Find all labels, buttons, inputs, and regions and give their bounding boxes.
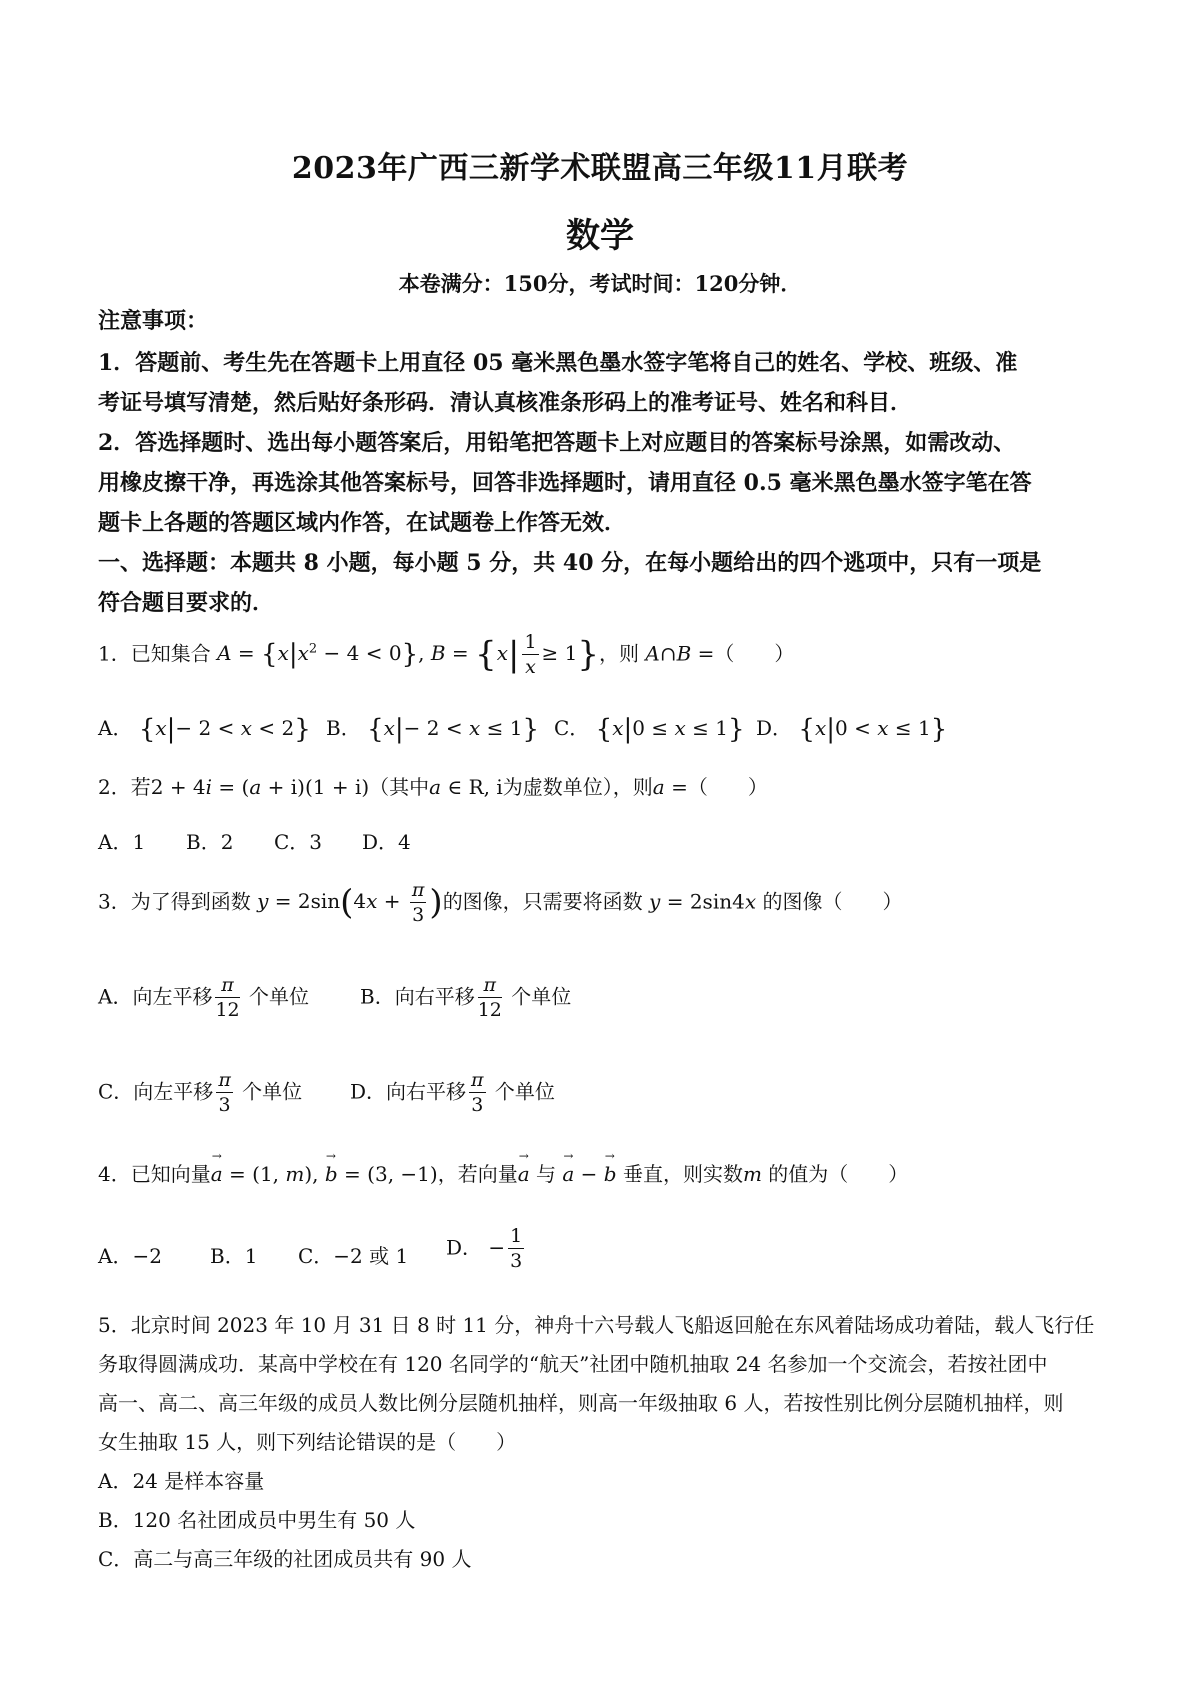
q5-option-a[interactable]: A．24 是样本容量 xyxy=(98,1469,265,1493)
q3-option-a[interactable]: A．向左平移 $\frac{\pi}{12}$ 个单位 xyxy=(98,974,309,1021)
q5-line3: 高一、高二、高三年级的成员人数比例分层随机抽样，则高一年级抽取 6 人，若按性别比例分层随机抽样，则 xyxy=(98,1391,1064,1415)
q2-option-b[interactable]: B．2 xyxy=(186,830,234,854)
q1-number: 1． xyxy=(98,641,131,666)
q5-option-b[interactable]: B．120 名社团成员中男生有 50 人 xyxy=(98,1508,416,1532)
notice-heading: 注意事项： xyxy=(98,308,209,334)
q3-option-b[interactable]: B．向右平移 $\frac{\pi}{12}$ 个单位 xyxy=(360,974,572,1021)
q3-option-d[interactable]: D．向右平移 $\frac{\pi}{3}$ 个单位 xyxy=(350,1069,555,1116)
q3-option-c[interactable]: C．向左平移 $\frac{\pi}{3}$ 个单位 xyxy=(98,1069,303,1116)
q5-line1: 5．北京时间 2023 年 10 月 31 日 8 时 11 分，神舟十六号载人飞船返回舱在东风着陆场成功着陆，载人飞行任 xyxy=(98,1313,1095,1337)
q4-option-a[interactable]: A．−2 xyxy=(98,1244,162,1268)
q2-option-c[interactable]: C．3 xyxy=(274,830,323,854)
notice-item2-line3: 题卡上各题的答题区域内作答，在试题卷上作答无效． xyxy=(98,510,627,536)
section1-line1: 一、选择题：本题共 8 小题，每小题 5 分，共 40 分，在每小题给出的四个逃项中，只有一项是 xyxy=(98,550,1042,576)
q3-mid: 的图像，只需要将函数 xyxy=(442,889,643,914)
q5-line4: 女生抽取 15 人，则下列结论错误的是（ ） xyxy=(98,1430,517,1454)
q3-target-function: y = 2sin(4x + $\frac{\pi}{3}$ ) xyxy=(257,879,443,926)
q4-and: 与 xyxy=(536,1162,556,1186)
q4-variable: m xyxy=(742,1162,762,1186)
exam-subject: 数学 xyxy=(566,216,634,256)
q4-perp: 垂直，则实数 xyxy=(622,1162,743,1186)
q2-paren: （ ） xyxy=(687,775,768,799)
q4-number: 4．已知向量 xyxy=(98,1162,211,1186)
q5-line2: 务取得圆满成功．某高中学校在有 120 名同学的“航天”社团中随机抽取 24 名参加一个交流会，若按社团中 xyxy=(98,1352,1048,1376)
q2-number: 2．若 xyxy=(98,775,151,799)
q2-option-d[interactable]: D．4 xyxy=(362,830,411,854)
q2-note-pre: （其中 xyxy=(369,775,430,799)
q1-option-d[interactable]: D． {x|0 < x ≤ 1} xyxy=(756,714,948,745)
q1-suffix: ，则 xyxy=(599,641,640,666)
notice-item2-line1: 2．答选择题时、选出每小题答案后，用铅笔把答题卡上对应题目的答案标号涂黑，如需改动、 xyxy=(98,430,1016,456)
q4-option-d[interactable]: D． − $\frac{1}{3}$ xyxy=(446,1225,523,1272)
q3-source-function: y = 2sin4x xyxy=(649,889,757,914)
section1-line2: 符合题目要求的． xyxy=(98,590,275,616)
q1-intersection: A∩B = xyxy=(645,641,715,666)
q2-equation: 2 + 4i = (a + i)(1 + i) xyxy=(150,775,370,799)
question-4 xyxy=(98,1162,1108,1187)
notice-item1-line2: 考证号填写清楚，然后贴好条形码．清认真核准条形码上的准考证号、姓名和科目． xyxy=(98,390,913,416)
q4-option-c[interactable]: C．−2 或 1 xyxy=(298,1244,409,1268)
exam-meta: 本卷满分：150分，考试时间：120分钟． xyxy=(398,271,802,296)
q4-mid: ，若向量 xyxy=(437,1162,518,1186)
q2-option-a[interactable]: A．1 xyxy=(98,830,146,854)
q4-vector-a: → a xyxy=(518,1162,530,1186)
q3-tail: 的图像（ ） xyxy=(762,889,903,914)
q1-paren: （ ） xyxy=(714,641,795,666)
notice-item2-line2: 用橡皮擦干净，再选涂其他答案标号，回答非选择题时，请用直径 0.5 毫米黑色墨水签字笔在答 xyxy=(98,470,1032,496)
q1-prefix: 已知集合 xyxy=(130,641,211,666)
question-5 xyxy=(98,1306,1108,1579)
exam-title: 2023年广西三新学术联盟高三年级11月联考 xyxy=(291,151,909,186)
q1-option-b[interactable]: B． {x|− 2 < x ≤ 1} xyxy=(326,714,539,745)
q3-number: 3．为了得到函数 xyxy=(98,889,251,914)
q2-variable: a = xyxy=(652,775,688,799)
q5-option-c[interactable]: C．高二与高三年级的社团成员共有 90 人 xyxy=(98,1547,472,1571)
question-2 xyxy=(98,775,1108,800)
q2-condition: a ∈ R, i xyxy=(429,775,503,799)
question-3 xyxy=(98,880,1108,926)
q4-option-b[interactable]: B．1 xyxy=(210,1244,258,1268)
q4-tail: 的值为（ ） xyxy=(768,1162,909,1186)
q1-option-a[interactable]: A． {x|− 2 < x < 2} xyxy=(98,714,311,745)
q4-difference: → a − → b xyxy=(562,1162,616,1186)
q4-vectors: → a = (1, m), → b = (3, −1) xyxy=(211,1162,438,1186)
q2-note-post: 为虚数单位），则 xyxy=(502,775,653,799)
question-1 xyxy=(98,632,1108,678)
q1-option-c[interactable]: C． {x|0 ≤ x ≤ 1} xyxy=(554,714,745,745)
q1-set-a: $A = \{x|x^2 - 4 < 0\}$, B = {x| $\frac{1}{x}$ ≥ 1} xyxy=(217,631,600,678)
notice-item1-line1: 1．答题前、考生先在答题卡上用直径 05 毫米黑色墨水签字笔将自己的姓名、学校、班级、准 xyxy=(98,350,1018,376)
